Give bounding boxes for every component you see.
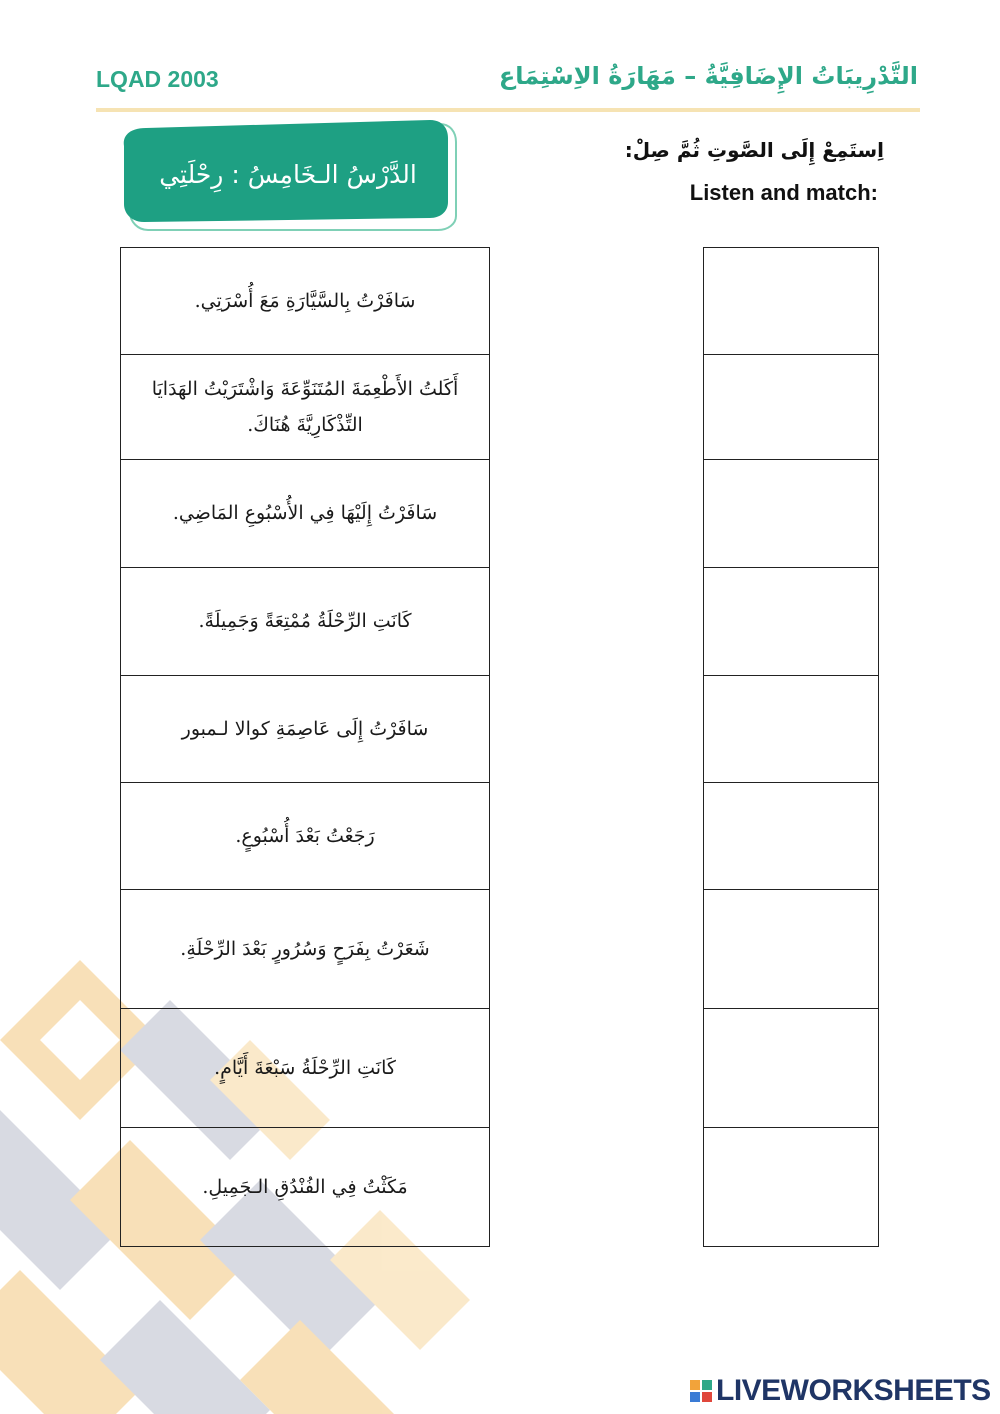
lesson-badge [118, 120, 458, 232]
sentence-cell[interactable]: شَعَرْتُ بِفَرَحٍ وَسُرُورٍ بَعْدَ الرِّحْلَةِ. [121, 890, 489, 1009]
answer-box[interactable] [704, 1009, 878, 1128]
sentence-cell[interactable]: أَكَلتُ الأَطْعِمَةَ المُتَنَوِّعَةَ وَاشْتَرَيْتُ الهَدَايَا التِّذْكَارِيَّةَ هُنَاكَ. [121, 355, 489, 460]
sentence-cell[interactable]: سَافَرْتُ إِلَيْهَا فِي الأُسْبُوعِ المَاضِي. [121, 460, 489, 568]
sentence-cell[interactable]: رَجَعْتُ بَعْدَ أُسْبُوعٍ. [121, 783, 489, 890]
sentence-cell[interactable]: سَافَرْتُ بِالسَّيَّارَةِ مَعَ أُسْرَتِي. [121, 248, 489, 355]
answer-box[interactable] [704, 783, 878, 890]
header-divider [96, 108, 920, 112]
answer-box[interactable] [704, 460, 878, 568]
liveworksheets-logo [690, 1374, 991, 1408]
answer-box[interactable] [704, 248, 878, 355]
sentence-cell[interactable]: كَانَتِ الرِّحْلَةُ سَبْعَةَ أَيَّامٍ. [121, 1009, 489, 1128]
answer-box[interactable] [704, 890, 878, 1009]
sentence-cell[interactable]: مَكَثْتُ فِي الفُنْدُقِ الـجَمِيلِ. [202, 1175, 408, 1198]
answer-box[interactable] [704, 568, 878, 676]
sentence-cell[interactable]: كَانَتِ الرِّحْلَةُ مُمْتِعَةً وَجَمِيلَةً. [121, 568, 489, 676]
sentence-cell[interactable]: سَافَرْتُ إِلَى عَاصِمَةِ كوالا لـمبور [121, 676, 489, 783]
answer-box[interactable] [704, 355, 878, 460]
sentences-table [120, 247, 490, 1247]
course-code: LQAD 2003 [96, 66, 219, 92]
lesson-title: الدَّرْسُ الـخَامِسُ : رِحْلَتِي [159, 159, 417, 189]
worksheet-title: التَّدْرِيبَاتُ الإِضَافِيَّةُ – مَهَارَةُ الاِسْتِمَاع [498, 62, 918, 90]
instruction-arabic: اِستَمِعْ إِلَى الصَّوتِ ثُمَّ صِلْ: [624, 138, 884, 162]
answer-boxes [703, 247, 879, 1247]
liveworksheets-icon [690, 1380, 712, 1402]
instruction-english: Listen and match: [689, 180, 878, 205]
brand-name: LIVEWORKSHEETS [716, 1374, 991, 1407]
answer-box[interactable] [704, 1128, 878, 1246]
answer-box[interactable] [704, 676, 878, 783]
